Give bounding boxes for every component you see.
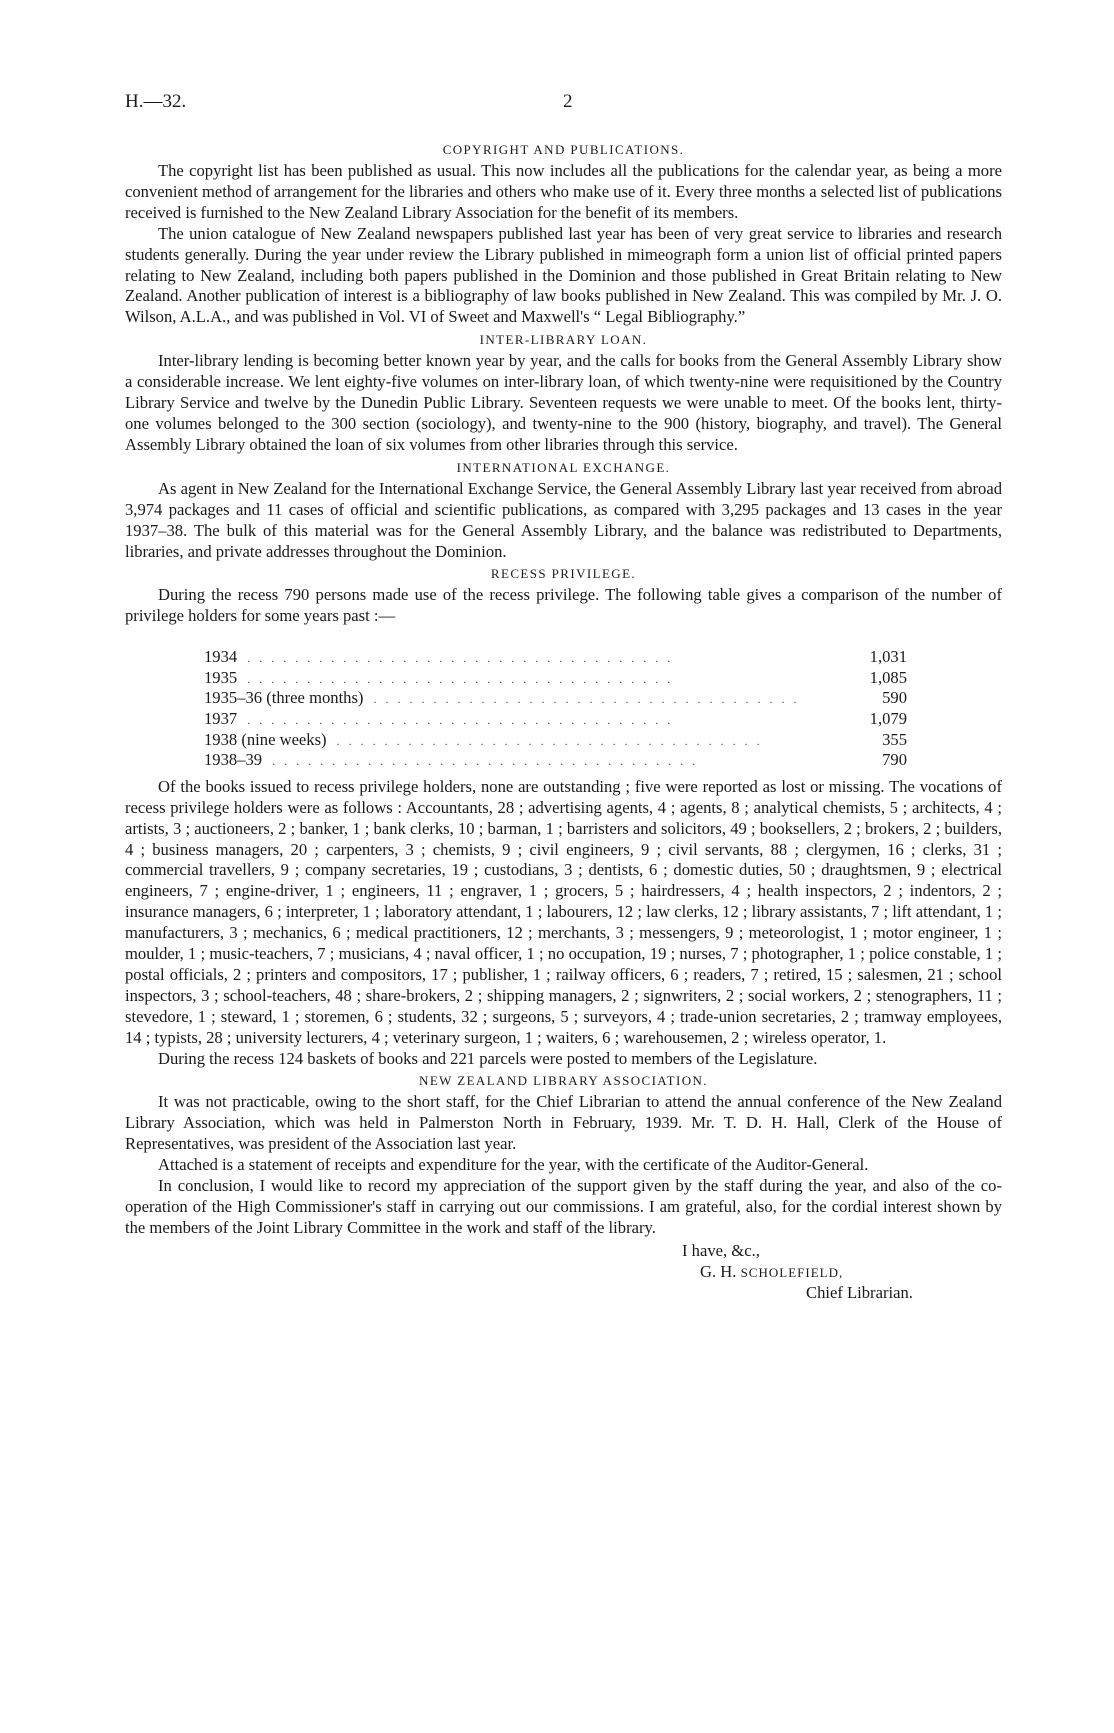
row-value: 1,079 <box>869 709 907 728</box>
row-value: 790 <box>882 750 907 770</box>
table-row <box>204 709 907 730</box>
row-label: 1934 <box>204 647 238 667</box>
leader-dots: . . . . . . . . . . . . . . . . . . . . . . . . . . . . . . . . . . . . <box>373 692 800 707</box>
section-heading: INTERNATIONAL EXCHANGE. <box>456 459 671 475</box>
section-heading: COPYRIGHT AND PUBLICATIONS. <box>442 142 685 157</box>
table-row <box>204 668 907 689</box>
leader-dots: . . . . . . . . . . . . . . . . . . . . . . . . . . . . . . . . . . . . <box>336 733 763 748</box>
signatory-name <box>700 1262 843 1284</box>
paragraph: As agent in New Zealand for the International Exchange Service, the General Assembly Library last year received from abroad 3,974 packages and 11 cases of official and scientific publications, as compared with 3,295 packages and 13 cases in the year 1937–38. The bulk of this material was for the General Assembly Library, and the balance was redistributed to Departments, libraries, and private addresses throughout the Dominion. <box>125 478 1002 561</box>
page-number: 2 <box>563 91 573 112</box>
paragraph: Of the books issued to recess privilege holders, none are outstanding ; five were reported as lost or missing. The vocations of recess privilege holders were as follows : Accountants, 28 ; advertising agents, 4 ; agents, 8 ; analytical chemists, 5 ; architects, 4 ; artists, 3 ; auctioneers, 2 ; banker, 1 ; bank clerks, 10 ; barman, 1 ; barristers and solicitors, 49 ; booksellers, 2 ; brokers, 2 ; builders, 4 ; business managers, 20 ; carpenters, 3 ; chemists, 9 ; civil engineers, 9 ; civil servants, 88 ; clergymen, 16 ; clerks, 31 ; commercial travellers, 9 ; company secretaries, 19 ; custodians, 3 ; dentists, 6 ; domestic duties, 50 ; draughtsmen, 9 ; electrical engineers, 7 ; engine-driver, 1 ; engineers, 11 ; engraver, 1 ; grocers, 5 ; hairdressers, 4 ; health inspectors, 2 ; indentors, 2 ; insurance managers, 6 ; interpreter, 1 ; laboratory attendant, 1 ; labourers, 12 ; law clerks, 12 ; library assistants, 7 ; lift attendant, 1 ; manufacturers, 3 ; mechanics, 6 ; medical practitioners, 12 ; merchants, 3 ; messengers, 9 ; meteorologist, 1 ; motor engineer, 1 ; moulder, 1 ; music-teachers, 7 ; musicians, 4 ; naval officer, 1 ; no occupation, 19 ; nurses, 7 ; photographer, 1 ; police constable, 1 ; postal officials, 2 ; printers and compositors, 17 ; publisher, 1 ; railway officers, 6 ; readers, 7 ; retired, 15 ; salesmen, 21 ; school inspectors, 3 ; school-teachers, 48 ; share-brokers, 2 ; shipping managers, 2 ; signwriters, 2 ; social workers, 2 ; stenographers, 11 ; stevedore, 1 ; steward, 1 ; storemen, 6 ; students, 32 ; surgeons, 5 ; surveyors, 4 ; trade-union secretaries, 2 ; tramway employees, 14 ; typists, 28 ; university lecturers, 4 ; veterinary surgeon, 1 ; waiters, 6 ; warehousemen, 2 ; wireless operator, 1. <box>125 776 1002 1047</box>
leader-dots: . . . . . . . . . . . . . . . . . . . . . . . . . . . . . . . . . . . . <box>247 651 674 666</box>
section-heading: RECESS PRIVILEGE. <box>490 566 637 582</box>
privilege-holders-table <box>125 647 907 771</box>
closing-line: I have, &c., <box>682 1240 760 1260</box>
document-reference: H.—32. <box>125 91 187 112</box>
row-label: 1935 <box>204 667 238 687</box>
section-heading: INTER-LIBRARY LOAN. <box>479 332 648 348</box>
section-heading: NEW ZEALAND LIBRARY ASSOCIATION. <box>419 1073 708 1089</box>
paragraph: It was not practicable, owing to the short staff, for the Chief Librarian to attend the annual conference of the New Zealand Library Association, which was held in Palmerston North in February, 1939. Mr. T. D. H. Hall, Clerk of the House of Representatives, was president of the Association last year. <box>125 1092 1002 1154</box>
leader-dots: . . . . . . . . . . . . . . . . . . . . . . . . . . . . . . . . . . . . <box>247 671 674 686</box>
table-row <box>204 730 907 751</box>
signatory-initials: G. H. <box>700 1261 737 1281</box>
page-header <box>125 92 1002 118</box>
signatory-surname: SCHOLEFIELD, <box>740 1264 844 1280</box>
row-label: 1938 (nine weeks) <box>204 729 327 749</box>
row-value: 1,031 <box>869 647 907 667</box>
section-nz-library-association <box>125 1072 1002 1238</box>
paragraph: Attached is a statement of receipts and expenditure for the year, with the certificate of the Auditor-General. <box>158 1155 869 1175</box>
paragraph: During the recess 790 persons made use of the recess privilege. The following table gives a comparison of the number of privilege holders for some years past :— <box>125 585 1002 626</box>
row-label: 1937 <box>204 709 238 728</box>
paragraph: In conclusion, I would like to record my appreciation of the support given by the staff during the year, and also of the co-operation of the High Commissioner's staff in carrying out our commissions. I am grateful, also, for the cordial interest shown by the members of the Joint Library Committee in the work and staff of the library. <box>125 1176 1002 1237</box>
row-value: 590 <box>882 688 907 708</box>
section-recess-privilege <box>125 565 1002 1069</box>
row-label: 1935–36 (three months) <box>204 688 364 708</box>
section-international-exchange <box>125 459 1002 563</box>
paragraph: The union catalogue of New Zealand newspapers published last year has been of very great service to libraries and research students generally. During the year under review the Library published in mimeograph form a union list of official printed papers relating to New Zealand, including both papers published in the Dominion and those published in Great Britain relating to New Zealand. Another publication of interest is a bibliography of law books published in New Zealand. This was compiled by Mr. J. O. Wilson, A.L.A., and was published in Vol. VI of Sweet and Maxwell's “ Legal Bibliography.” <box>125 223 1002 327</box>
row-label: 1938–39 <box>204 750 263 770</box>
table-row <box>204 688 907 709</box>
row-value: 1,085 <box>869 667 907 687</box>
leader-dots: . . . . . . . . . . . . . . . . . . . . . . . . . . . . . . . . . . . . <box>247 713 674 727</box>
paragraph: During the recess 124 baskets of books and 221 parcels were posted to members of the Legislature. <box>158 1048 818 1068</box>
table-row <box>204 750 907 771</box>
section-interlibrary-loan <box>125 331 1002 456</box>
leader-dots: . . . . . . . . . . . . . . . . . . . . . . . . . . . . . . . . . . . . <box>272 754 699 769</box>
document-body <box>125 138 1002 1305</box>
paragraph: Inter-library lending is becoming better known year by year, and the calls for books from the General Assembly Library show a considerable increase. We lent eighty-five volumes on inter-library loan, of which twenty-nine were requisitioned by the Country Library Service and twelve by the Dunedin Public Library. Seventeen requests we were unable to meet. Of the books lent, thirty-one volumes belonged to the 300 section (sociology), and twenty-nine to the 900 (history, biography, and travel). The General Assembly Library obtained the loan of six volumes from other libraries through this service. <box>125 351 1002 454</box>
section-copyright <box>125 141 1002 328</box>
signatory-title: Chief Librarian. <box>806 1282 913 1302</box>
table-row <box>204 647 907 668</box>
paragraph: The copyright list has been published as usual. This now includes all the publications for the calendar year, as being a more convenient method of arrangement for the libraries and others who make use of it. Every three months a selected list of publications received is furnished to the New Zealand Library Association for the benefit of its members. <box>125 161 1002 222</box>
signature-block <box>125 1241 1002 1305</box>
row-value: 355 <box>882 729 907 749</box>
